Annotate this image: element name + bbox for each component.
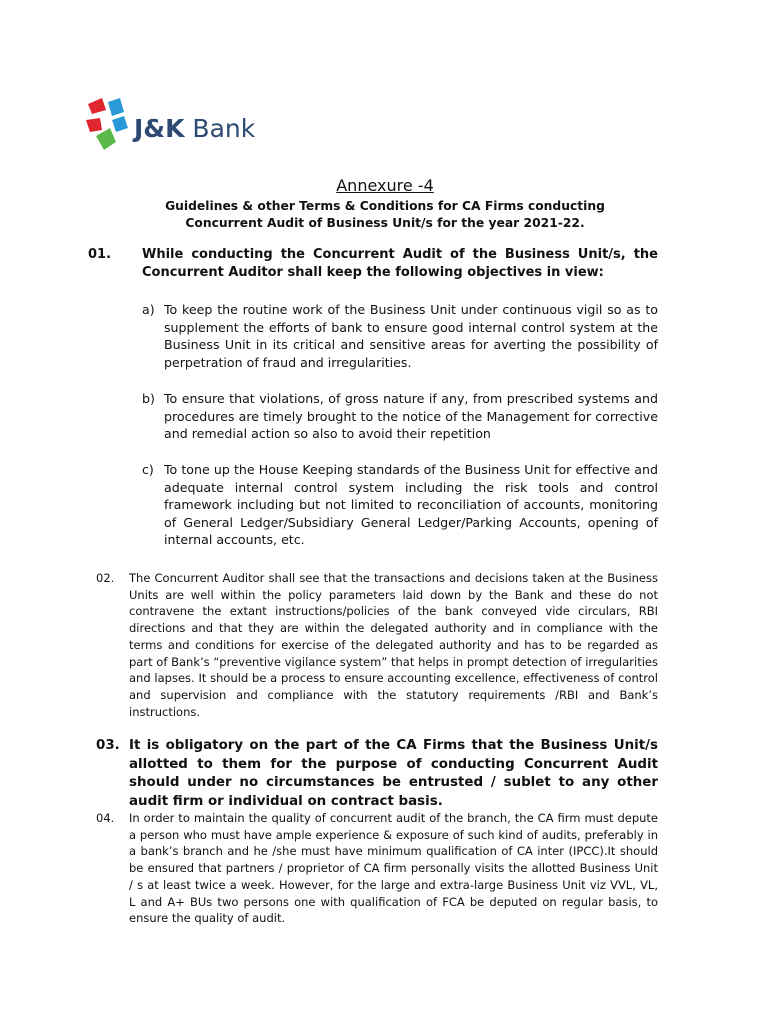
subtitle-line-1: Guidelines & other Terms & Conditions for CA Firms conducting: [165, 199, 605, 213]
section-heading: While conducting the Concurrent Audit of the Business Unit/s, the Concurrent Auditor shall keep the following objectives in view:: [142, 247, 658, 280]
section-text: The Concurrent Auditor shall see that the transactions and decisions taken at the Business Units are well within the policy parameters laid down by the Bank and these do not contravene the extant instructions/policies of the bank conveyed vide circulars, RBI directions and that they are within the delegated authority and in compliance with the terms and conditions for exercise of the delegated authority and has to be regarded as part of Bank’s “preventive vigilance system” that helps in prompt detection of irregularities and lapses. It should be a process to ensure accounting excellence, effectiveness of control and supervision and compliance with the statutory requirements /RBI and Bank’s instructions.: [129, 571, 658, 719]
section-number: 02.: [96, 571, 115, 585]
list-text: To tone up the House Keeping standards of the Business Unit for effective and adequate internal control system including the risk tools and control framework including but not limited to reconciliation of accounts, monitoring of General Ledger/Subsidiary General Ledger/Parking Accounts, opening of internal accounts, etc.: [164, 462, 658, 548]
annexure-title: Annexure -4: [336, 176, 434, 195]
jk-bank-logo: [86, 98, 256, 154]
section-number: 03.: [96, 738, 120, 753]
section-number: 04.: [96, 811, 115, 825]
section-text: It is obligatory on the part of the CA Firms that the Business Unit/s allotted to them for the purpose of conducting Concurrent Audit should under no circumstances be entrusted / sublet to any other audit firm or individual on contract basis.: [129, 738, 658, 809]
section-text: In order to maintain the quality of concurrent audit of the branch, the CA firm must depute a person who must have ample experience & exposure of such kind of audits, preferably in a bank’s branch and he /she must have minimum qualification of CA inter (IPCC).It should be ensured that partners / proprietor of CA firm personally visits the allotted Business Unit / s at least twice a week. However, for the large and extra-large Business Unit viz VVL, VL, L and A+ BUs two persons one with qualification of FCA be deputed on regular basis, to ensure the quality of audit.: [129, 811, 658, 926]
jk-bank-emblem-icon: [86, 98, 134, 154]
list-text: To keep the routine work of the Business Unit under continuous vigil so as to supplement the efforts of bank to ensure good internal control system at the Business Unit in its critical and sensitive areas for averting the possibility of perpetration of fraud and irregularities.: [164, 302, 658, 370]
subtitle-line-2: Concurrent Audit of Business Unit/s for the year 2021-22.: [185, 216, 585, 230]
jk-bank-wordmark: J&K Bank: [134, 114, 256, 143]
list-text: To ensure that violations, of gross nature if any, from prescribed systems and procedures are timely brought to the notice of the Management for corrective and remedial action so also to avoid their repetition: [164, 391, 658, 442]
list-label: b): [142, 391, 155, 406]
list-label: a): [142, 302, 155, 317]
list-label: c): [142, 462, 154, 477]
section-number: 01.: [88, 247, 112, 262]
document-subtitle: [0, 198, 770, 232]
